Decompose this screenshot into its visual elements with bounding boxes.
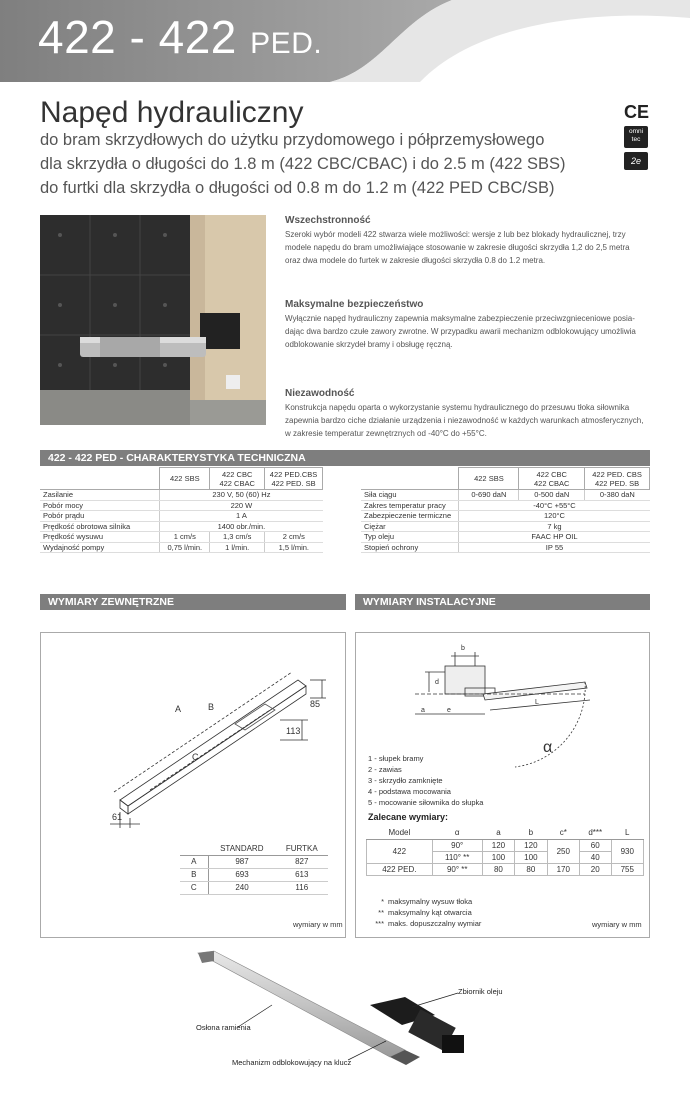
dims-cell: 116: [276, 881, 328, 894]
rec-cell: 120: [482, 839, 514, 851]
spec-label: Ciężar: [361, 521, 459, 532]
spec-row: [361, 511, 650, 522]
rec-header-cell: L: [611, 827, 643, 839]
spec-row: [361, 500, 650, 511]
rec-row: [367, 839, 644, 851]
footnote: [366, 896, 481, 907]
spec-value: 7 kg: [459, 521, 650, 532]
spec-row: [361, 521, 650, 532]
rec-header-cell: Model: [367, 827, 433, 839]
feature-versatility: [285, 215, 653, 267]
rec-model: 422: [367, 839, 433, 863]
rec-cell: 90°: [432, 839, 482, 851]
rec-cell: 80: [482, 863, 514, 875]
callout-leader-lines: [180, 945, 520, 1075]
spec-row: [361, 542, 650, 553]
rec-cell: 930: [611, 839, 643, 863]
dim-B-label: B: [208, 702, 215, 712]
subtitle-line-2: dla skrzydła o długości do 1.8 m (422 CBC/CBAC) i do 2.5 m (422 SBS): [40, 155, 566, 173]
spec-value: 1400 obr./min.: [160, 521, 323, 532]
spec-table-right: [361, 467, 650, 553]
rec-header-cell: a: [482, 827, 514, 839]
dim-113-label: 113: [286, 726, 301, 736]
subtitle-line-1: do bram skrzydłowych do użytku przydomowego i półprzemysłowego: [40, 131, 545, 149]
spec-row: [40, 490, 323, 501]
legend-item: 5 - mocowanie siłownika do słupka: [368, 798, 484, 807]
2e-badge: 2e: [624, 152, 648, 170]
spec-row: [40, 521, 323, 532]
installation-drawing: [355, 632, 650, 772]
install-legend: [368, 753, 483, 808]
spec-value: IP 55: [459, 542, 650, 553]
rec-header-cell: d***: [579, 827, 611, 839]
feature-line: Szeroki wybór modeli 422 stwarza wiele możliwości: wersje z lub bez blokady hydraulicznej, trzy: [285, 230, 626, 239]
feature-title: Maksymalne bezpieczeństwo: [285, 299, 424, 310]
ce-mark: CE: [624, 102, 650, 122]
dims-cell: 827: [276, 855, 328, 868]
dim-C-label: C: [192, 752, 199, 762]
feature-line: oraz dwa modele do furtek w zakresie długości skrzydła 0.8 do 1.2 metra.: [285, 256, 546, 265]
spec-row: [40, 511, 323, 522]
feature-line: Wyłącznie napęd hydrauliczny zapewnia maksymalne zabezpieczenie przeciwzgnieceniowe posia-: [285, 314, 635, 323]
footnote-mark: **: [378, 908, 384, 917]
feature-body: [285, 401, 653, 440]
feature-line: Konstrukcja napędu oparta o wykorzystanie systemu hydraulicznego do przesuwu tłoka siłownika: [285, 403, 630, 412]
rec-cell: 100: [482, 851, 514, 863]
rec-cell: 80: [515, 863, 547, 875]
dims-row-label: A: [180, 855, 208, 868]
dims-unit-note: wymiary w mm: [293, 920, 343, 929]
callout-arm-cover: Osłona ramienia: [196, 1023, 251, 1032]
feature-title: Niezawodność: [285, 388, 355, 399]
dims-row-label: C: [180, 881, 208, 894]
spec-header-cell: 422 CBC 422 CBAC: [519, 468, 585, 490]
feature-reliability: [285, 388, 653, 440]
spec-value: 1 A: [160, 511, 323, 522]
omnitec-badge: omni tec: [624, 126, 648, 148]
dims-row-label: B: [180, 868, 208, 881]
spec-header-cell: 422 CBC 422 CBAC: [210, 468, 265, 490]
legend-item: 3 - skrzydło zamknięte: [368, 776, 443, 785]
spec-header-row: [361, 468, 650, 490]
dim-61-label: 61: [112, 812, 123, 822]
spec-label: Pobór prądu: [40, 511, 160, 522]
spec-header-row: [40, 468, 323, 490]
install-unit-note: wymiary w mm: [592, 920, 642, 929]
feature-body: [285, 228, 653, 267]
legend-item: 1 - słupek bramy: [368, 754, 424, 763]
spec-table-left: [40, 467, 323, 553]
install-b-label: b: [461, 645, 465, 652]
install-alpha-label: α: [543, 739, 553, 756]
feature-safety: [285, 299, 653, 351]
dims-row: [180, 868, 328, 881]
spec-value: 230 V, 50 (60) Hz: [160, 490, 323, 501]
rec-header-cell: c*: [547, 827, 579, 839]
spec-header-cell: 422 SBS: [160, 468, 210, 490]
spec-header-empty: [361, 468, 459, 490]
recommended-dims-table: [366, 827, 644, 876]
spec-label: Zasilanie: [40, 490, 160, 501]
title-main: 422 - 422: [38, 11, 237, 63]
footnotes: [366, 896, 481, 929]
dims-section-bar: WYMIARY ZEWNĘTRZNE: [40, 594, 346, 610]
spec-label: Typ oleju: [361, 532, 459, 543]
dimensions-table: [180, 842, 328, 895]
install-section-bar: WYMIARY INSTALACYJNE: [355, 594, 650, 610]
rec-row: [367, 863, 644, 875]
rec-cell: 110° **: [432, 851, 482, 863]
footnote-mark: ***: [375, 919, 384, 928]
rec-header-row: [367, 827, 644, 839]
spec-value: -40°C +55°C: [459, 500, 650, 511]
spec-value: FAAC HP OIL: [459, 532, 650, 543]
install-d-label: d: [435, 679, 439, 686]
dims-header-row: [180, 842, 328, 855]
dims-row: [180, 881, 328, 894]
subtitle-line-3: do furtki dla skrzydła o długości od 0.8 m do 1.2 m (422 PED CBC/SB): [40, 179, 555, 197]
install-L-label: L: [535, 699, 539, 706]
spec-header-empty: [40, 468, 160, 490]
rec-cell: 90° **: [432, 863, 482, 875]
rec-model: 422 PED.: [367, 863, 433, 875]
rec-cell: 120: [515, 839, 547, 851]
spec-value: 0-380 daN: [585, 490, 650, 501]
dims-header-empty: [180, 842, 208, 855]
rec-cell: 60: [579, 839, 611, 851]
rec-cell: 250: [547, 839, 579, 863]
feature-title: Wszechstronność: [285, 215, 371, 226]
dims-cell: 240: [208, 881, 276, 894]
spec-row: [40, 542, 323, 553]
rec-cell: 40: [579, 851, 611, 863]
page-title: Napęd hydrauliczny: [40, 96, 304, 129]
spec-header-cell: 422 PED.CBS 422 PED. SB: [265, 468, 323, 490]
spec-value: 1 cm/s: [160, 532, 210, 543]
rec-cell: 100: [515, 851, 547, 863]
install-e-label: e: [447, 707, 451, 714]
footnote-text: maksymalny wysuw tłoka: [388, 897, 473, 906]
product-title-banner: [38, 10, 322, 64]
callout-release-mechanism: Mechanizm odblokowujący na klucz: [232, 1058, 352, 1067]
title-suffix: PED.: [250, 27, 323, 60]
spec-label: Prędkość obrotowa silnika: [40, 521, 160, 532]
spec-value: 0-690 daN: [459, 490, 519, 501]
feature-line: odblokowanie skrzydeł bramy i obsługę ręczną.: [285, 340, 453, 349]
dim-85-label: 85: [310, 699, 321, 709]
legend-item: 4 - podstawa mocowania: [368, 787, 451, 796]
product-installation-photo: [40, 215, 266, 425]
dim-A-label: A: [175, 704, 182, 714]
spec-label: Prędkość wysuwu: [40, 532, 160, 543]
dims-cell: 693: [208, 868, 276, 881]
footnote: [366, 907, 481, 918]
recommended-dims-title: Zalecane wymiary:: [368, 812, 449, 822]
rec-cell: 755: [611, 863, 643, 875]
dims-row: [180, 855, 328, 868]
footnote-text: maksymalny kąt otwarcia: [388, 908, 472, 917]
feature-line: w zakresie temperatur zewnętrznych od -40°C do +55°C.: [285, 429, 487, 438]
rec-cell: 170: [547, 863, 579, 875]
footnote-text: maks. dopuszczalny wymiar: [388, 919, 482, 928]
spec-label: Zakres temperatur pracy: [361, 500, 459, 511]
legend-item: 2 - zawias: [368, 765, 402, 774]
spec-value: 2 cm/s: [265, 532, 323, 543]
spec-row: [361, 532, 650, 543]
footnote: [366, 918, 481, 929]
spec-row: [361, 490, 650, 501]
dims-header-cell: FURTKA: [276, 842, 328, 855]
feature-body: [285, 312, 653, 351]
spec-value: 120°C: [459, 511, 650, 522]
spec-value: 1,3 cm/s: [210, 532, 265, 543]
spec-label: Pobór mocy: [40, 500, 160, 511]
footnote-mark: *: [381, 897, 384, 906]
spec-header-cell: 422 PED. CBS 422 PED. SB: [585, 468, 650, 490]
spec-label: Siła ciągu: [361, 490, 459, 501]
feature-line: zapewnia bardzo ciche działanie urządzenia i niezawodność w każdych warunkach atmosferycznych,: [285, 416, 644, 425]
spec-value: 1 l/min.: [210, 542, 265, 553]
spec-value: 1,5 l/min.: [265, 542, 323, 553]
spec-label: Stopień ochrony: [361, 542, 459, 553]
rec-header-cell: b: [515, 827, 547, 839]
spec-value: 0-500 daN: [519, 490, 585, 501]
rec-cell: 20: [579, 863, 611, 875]
spec-label: Zabezpieczenie termiczne: [361, 511, 459, 522]
feature-line: dając dwa bardzo czułe zawory zwrotne. W przypadku awarii mechanizm odblokowujący umożliwia: [285, 327, 636, 336]
spec-label: Wydajność pompy: [40, 542, 160, 553]
install-a-label: a: [421, 707, 425, 714]
spec-value: 0,75 l/min.: [160, 542, 210, 553]
dims-header-cell: STANDARD: [208, 842, 276, 855]
dims-cell: 987: [208, 855, 276, 868]
feature-line: modele napędu do bram umożliwiające stosowanie w zakresie długości skrzydła 1,2 do 2,5 metra: [285, 243, 630, 252]
spec-row: [40, 532, 323, 543]
spec-value: 220 W: [160, 500, 323, 511]
spec-header-cell: 422 SBS: [459, 468, 519, 490]
dims-cell: 613: [276, 868, 328, 881]
spec-row: [40, 500, 323, 511]
external-dimensions-drawing: [40, 632, 346, 832]
callout-oil-tank: Zbiornik oleju: [458, 987, 503, 996]
spec-section-bar: 422 - 422 PED - CHARAKTERYSTYKA TECHNICZNA: [40, 450, 650, 466]
rec-header-cell: α: [432, 827, 482, 839]
